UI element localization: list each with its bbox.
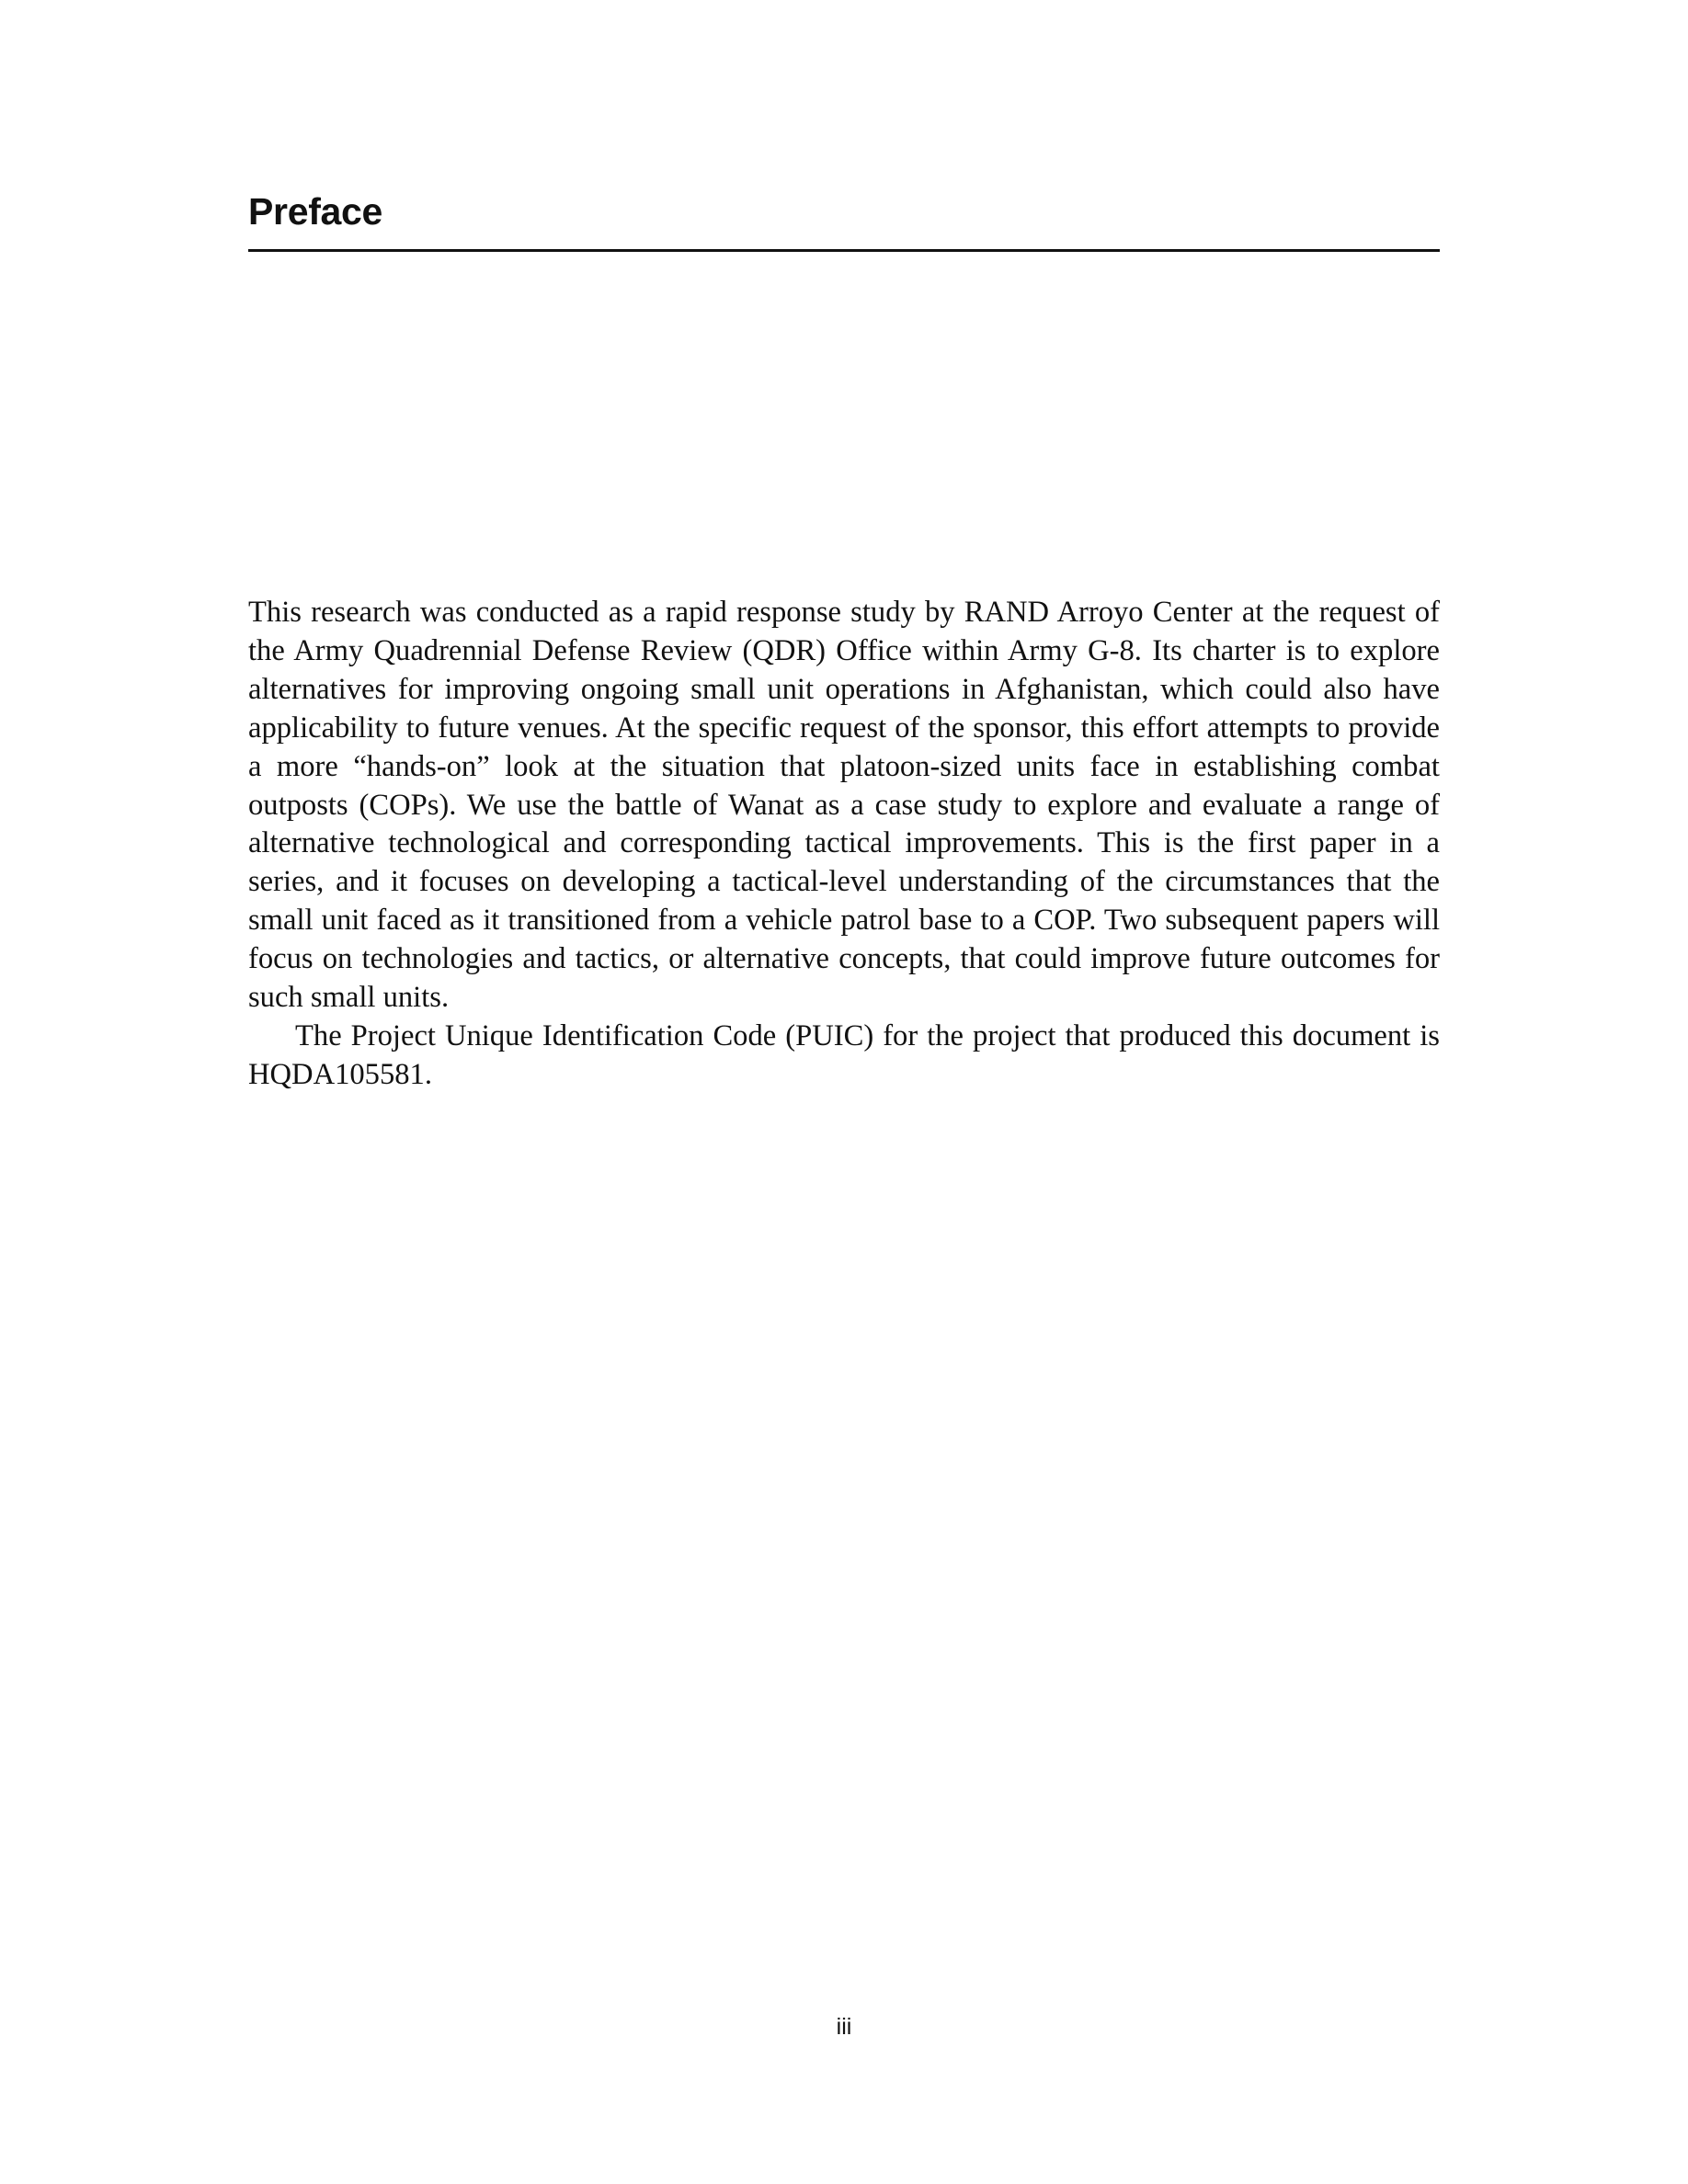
- body-text: [248, 594, 1440, 1095]
- paragraph-2: The Project Unique Identification Code (PUIC) for the project that produced this document is HQDA105581.: [248, 1018, 1440, 1091]
- page-number: iii: [836, 2014, 852, 2040]
- paragraph-1: This research was conducted as a rapid response study by RAND Arroyo Center at the request of the Army Quadrennial Defense Review (QDR) Office within Army G-8. Its charter is to explore alternatives for improving ongoing small unit operations in Afghanistan, which could also have applicability to future venues. At the specific request of the sponsor, this effort attempts to provide a more “hands-on” look at the situation that platoon-sized units face in establishing combat outposts (COPs). We use the battle of Wanat as a case study to explore and evaluate a range of alternative technological and corresponding tactical improvements. This is the first paper in a series, and it focuses on developing a tactical-level understanding of the circumstances that the small unit faced as it transitioned from a vehicle patrol base to a COP. Two subsequent papers will focus on technologies and tactics, or alternative concepts, that could improve future outcomes for such small units.: [248, 596, 1440, 1015]
- heading-block: [248, 188, 1440, 252]
- page-title: Preface: [248, 190, 383, 233]
- heading-rule: [248, 249, 1440, 252]
